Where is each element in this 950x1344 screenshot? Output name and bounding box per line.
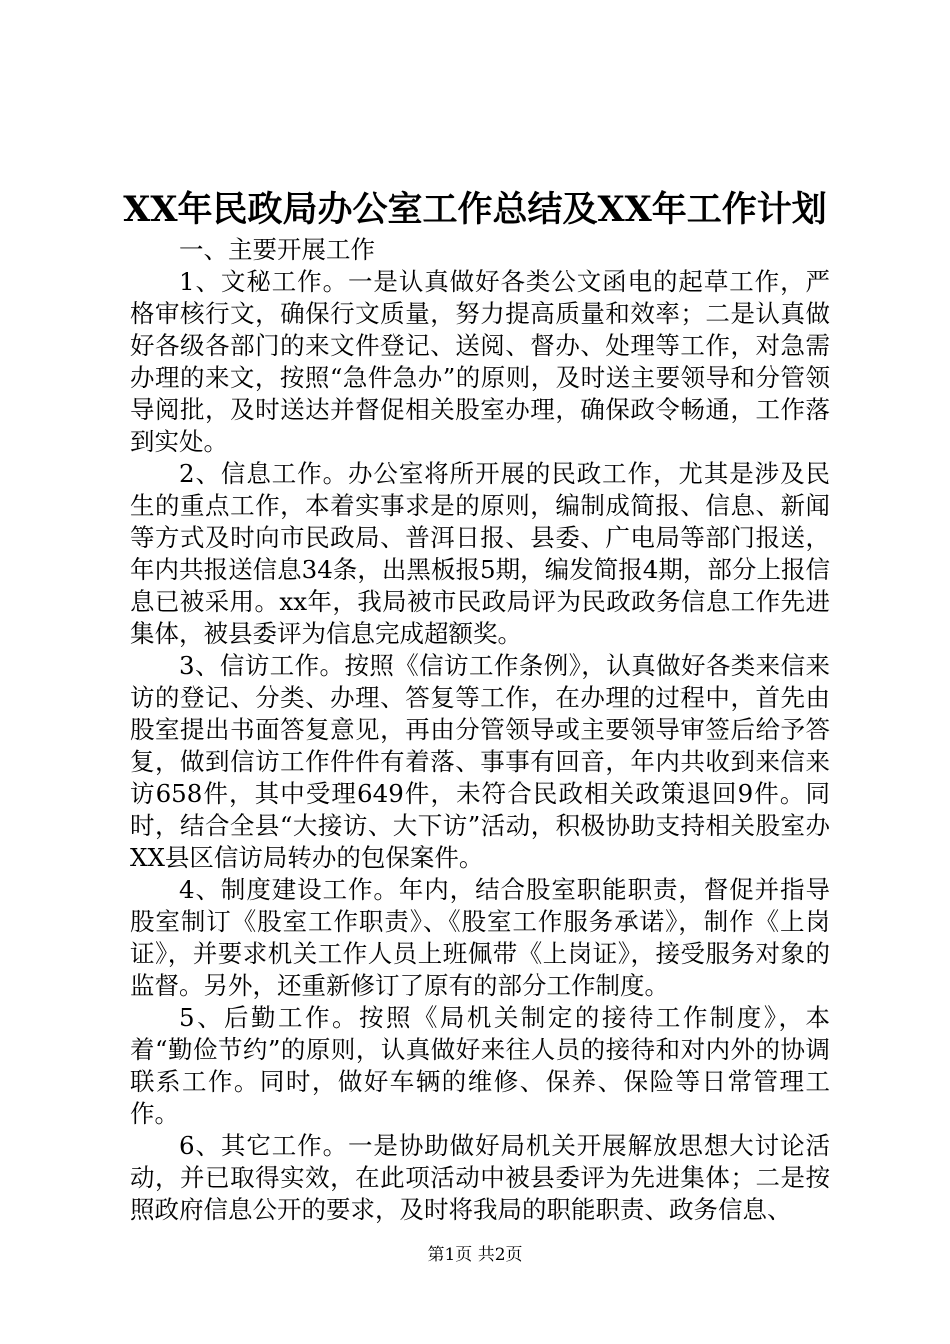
document-body xyxy=(130,234,830,1226)
paragraph-petition-work: 3、信访工作。按照《信访工作条例》，认真做好各类来信来访的登记、分类、办理、答复等工作，在办理的过程中，首先由股室提出书面答复意见，再由分管领导或主要领导审签后给予答复，做到信访工作件件有着落、事事有回音，年内共收到来信来访658件，其中受理649件，未符合民政相关政策退回9件。同时，结合全县“大接访、大下访”活动，积极协助支持相关股室办XX县区信访局转办的包保案件。 xyxy=(130,651,830,872)
paragraph-logistics-work: 5、后勤工作。按照《局机关制定的接待工作制度》，本着“勤俭节约”的原则，认真做好来往人员的接待和对内外的协调联系工作。同时，做好车辆的维修、保养、保险等日常管理工作。 xyxy=(130,1003,830,1128)
paragraph-information-work: 2、信息工作。办公室将所开展的民政工作，尤其是涉及民生的重点工作，本着实事求是的原则，编制成简报、信息、新闻等方式及时向市民政局、普洱日报、县委、广电局等部门报送，年内共报送信息34条，出黑板报5期，编发简报4期，部分上报信息已被采用。xx年，我局被市民政局评为民政政务信息工作先进集体，被县委评为信息完成超额奖。 xyxy=(130,459,830,648)
paragraph-system-building: 4、制度建设工作。年内，结合股室职能职责，督促并指导股室制订《股室工作职责》、《股室工作服务承诺》，制作《上岗证》，并要求机关工作人员上班佩带《上岗证》，接受服务对象的监督。另外，还重新修订了原有的部分工作制度。 xyxy=(130,875,830,1000)
document-title: XX年民政局办公室工作总结及XX年工作计划 xyxy=(123,189,827,230)
section-heading: 一、主要开展工作 xyxy=(179,235,375,264)
paragraph-secretarial-work: 1、文秘工作。一是认真做好各类公文函电的起草工作，严格审核行文，确保行文质量，努力提高质量和效率；二是认真做好各级各部门的来文件登记、送阅、督办、处理等工作，对急需办理的来文，按照“急件急办”的原则，及时送主要领导和分管领导阅批，及时送达并督促相关股室办理，确保政令畅通，工作落到实处。 xyxy=(130,267,830,456)
paragraph-other-work: 6、其它工作。一是协助做好局机关开展解放思想大讨论活动，并已取得实效，在此项活动中被县委评为先进集体；二是按照政府信息公开的要求，及时将我局的职能职责、政务信息、 xyxy=(130,1131,830,1224)
page-number-footer: 第1页 共2页 xyxy=(427,1245,523,1265)
